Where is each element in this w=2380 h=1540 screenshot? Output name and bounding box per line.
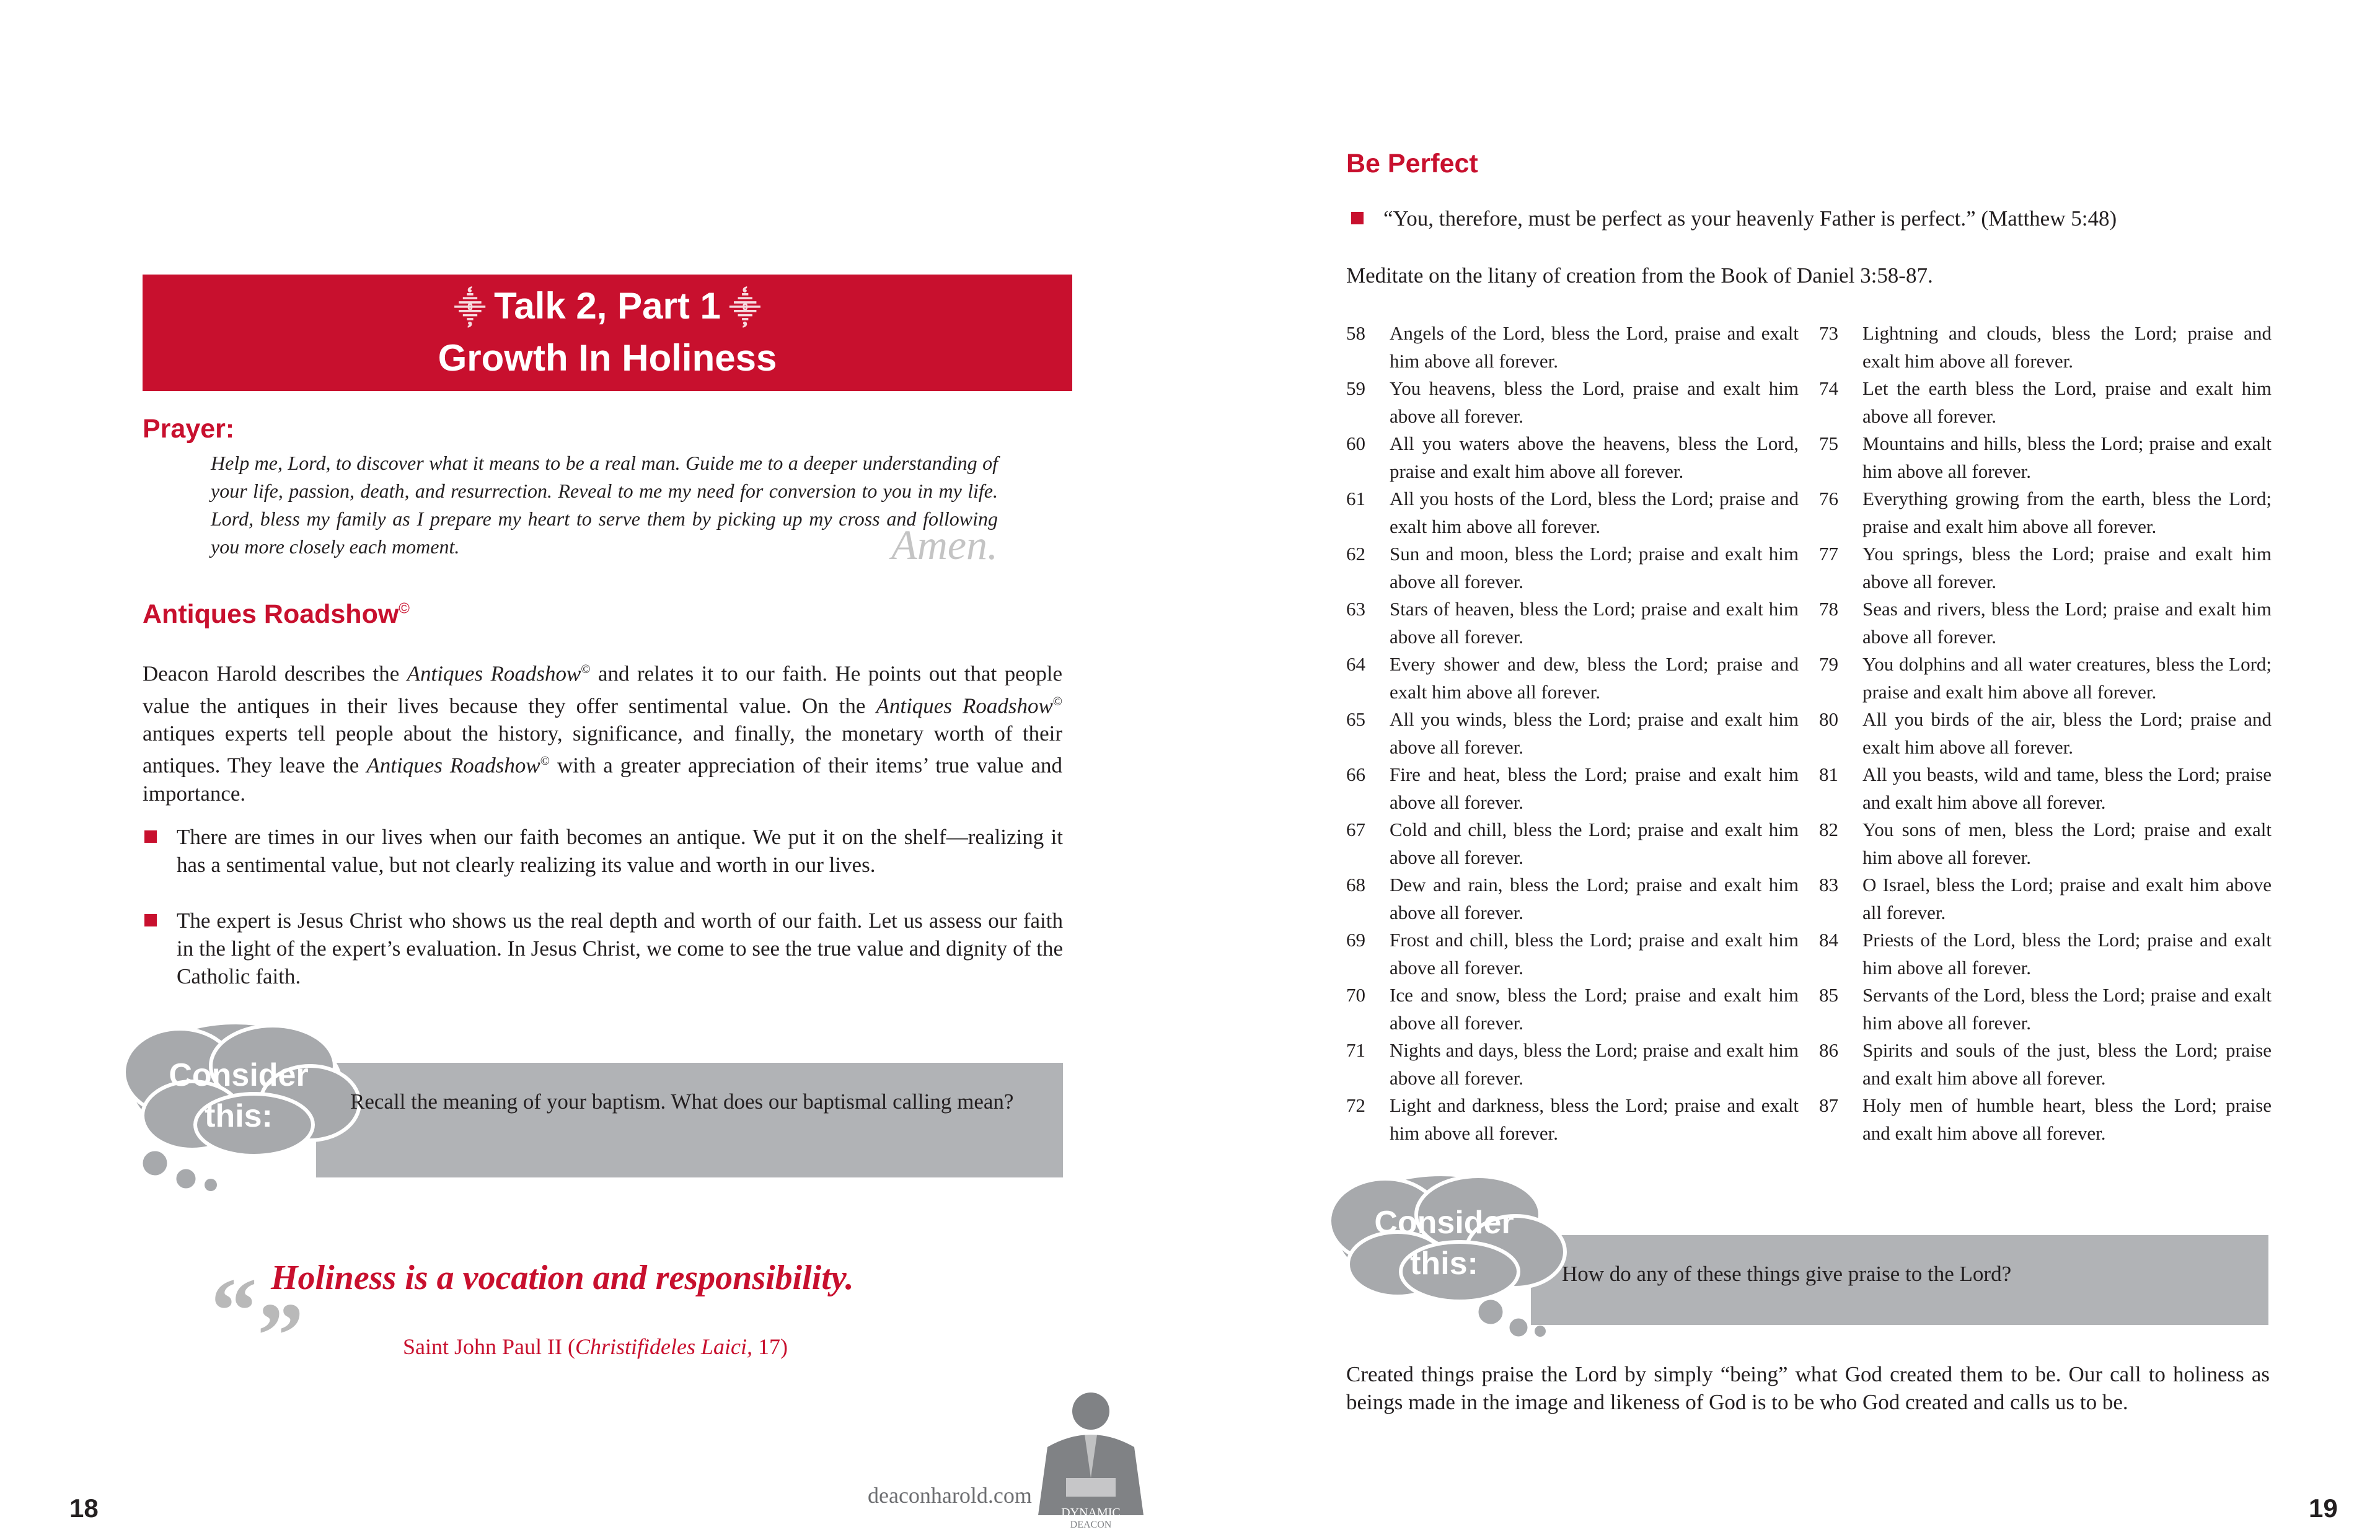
- litany-verse: [1346, 1036, 1799, 1092]
- litany-verse: [1819, 650, 2272, 706]
- verse-text: Stars of heaven, bless the Lord; praise and exalt him above all forever.: [1390, 598, 1799, 648]
- quote-marks-icon: “”: [211, 1259, 304, 1387]
- litany-verse: [1819, 485, 2272, 540]
- verse-number: 64: [1346, 653, 1365, 675]
- litany-verse: [1819, 871, 2272, 926]
- verse-text: Priests of the Lord, bless the Lord; praise and exalt him above all forever.: [1862, 929, 2272, 979]
- verse-text: Angels of the Lord, bless the Lord, praise and exalt him above all forever.: [1390, 322, 1799, 372]
- litany-verse: [1346, 816, 1799, 871]
- verse-text: All you beasts, wild and tame, bless the Lord; praise and exalt him above all forever.: [1862, 763, 2272, 813]
- verse-text: Frost and chill, bless the Lord; praise and exalt him above all forever.: [1390, 929, 1799, 979]
- verse-text: You heavens, bless the Lord, praise and exalt him above all forever.: [1390, 377, 1799, 427]
- verse-number: 63: [1346, 598, 1365, 620]
- verse-number: 61: [1346, 488, 1365, 509]
- litany-verse: [1346, 374, 1799, 430]
- litany-verse: [1346, 1091, 1799, 1147]
- quote-attribution: Saint John Paul II (Christifideles Laici, 17): [403, 1334, 788, 1359]
- red-square-bullet-icon: [144, 830, 157, 843]
- verse-number: 69: [1346, 929, 1365, 951]
- verse-text: You dolphins and all water creatures, bless the Lord; praise and exalt him above all forever.: [1862, 653, 2272, 703]
- verse-number: 86: [1819, 1039, 1838, 1061]
- verse-number: 60: [1346, 433, 1365, 454]
- verse-number: 67: [1346, 819, 1365, 840]
- verse-text: Servants of the Lord, bless the Lord; praise and exalt him above all forever.: [1862, 984, 2272, 1034]
- verse-text: Let the earth bless the Lord, praise and exalt him above all forever.: [1862, 377, 2272, 427]
- litany-verse: [1819, 540, 2272, 596]
- verse-number: 75: [1819, 433, 1838, 454]
- verse-text: Every shower and dew, bless the Lord; praise and exalt him above all forever.: [1390, 653, 1799, 703]
- verse-number: 80: [1819, 708, 1838, 730]
- litany-verse: [1346, 319, 1799, 375]
- title-line-1: [143, 283, 1072, 332]
- litany-verse: [1346, 926, 1799, 982]
- litany-verse: [1819, 595, 2272, 651]
- verse-text: Cold and chill, bless the Lord; praise and exalt him above all forever.: [1390, 819, 1799, 868]
- verse-text: O Israel, bless the Lord; praise and exalt him above all forever.: [1862, 874, 2272, 923]
- page-number-right: 19: [2309, 1494, 2338, 1523]
- talk-title: Talk 2, Part 1: [494, 285, 721, 327]
- red-square-bullet-icon: [144, 914, 157, 926]
- verse-number: 59: [1346, 377, 1365, 399]
- bullet-item: The expert is Jesus Christ who shows us the real depth and worth of our faith. Let us assess our faith in the light of the expert’s evaluation. In Jesus Christ, we come to see the true value and dignity of the Catholic faith.: [144, 907, 1063, 990]
- verse-number: 62: [1346, 543, 1365, 565]
- verse-number: 73: [1819, 322, 1838, 344]
- verse-text: Spirits and souls of the just, bless the Lord; praise and exalt him above all forever.: [1862, 1039, 2272, 1089]
- verse-number: 84: [1819, 929, 1838, 951]
- verse-number: 65: [1346, 708, 1365, 730]
- litany-verse: [1819, 374, 2272, 430]
- verse-text: Ice and snow, bless the Lord; praise and exalt him above all forever.: [1390, 984, 1799, 1034]
- litany-verse: [1819, 705, 2272, 761]
- consider-text: Recall the meaning of your baptism. What does our baptismal calling mean?: [350, 1089, 1014, 1114]
- verse-number: 58: [1346, 322, 1365, 344]
- title-banner: [143, 275, 1072, 391]
- litany-verse: [1346, 485, 1799, 540]
- svg-text:DEACON: DEACON: [1070, 1520, 1112, 1530]
- verse-text: Dew and rain, bless the Lord; praise and exalt him above all forever.: [1390, 874, 1799, 923]
- litany-verse: [1346, 760, 1799, 816]
- verse-text: Everything growing from the earth, bless the Lord; praise and exalt him above all forever.: [1862, 488, 2272, 537]
- verse-text: Sun and moon, bless the Lord; praise and exalt him above all forever.: [1390, 543, 1799, 592]
- section-heading: [143, 599, 410, 630]
- verse-number: 81: [1819, 763, 1838, 785]
- litany-verse: [1819, 760, 2272, 816]
- verse-number: 71: [1346, 1039, 1365, 1061]
- litany-verse: [1819, 816, 2272, 871]
- verse-text: Nights and days, bless the Lord; praise and exalt him above all forever.: [1390, 1039, 1799, 1089]
- closing-paragraph: Created things praise the Lord by simply “being” what God created them to be. Our call to holiness as beings made in the image and likeness of God is to be who God created and calls us to be.: [1346, 1362, 2270, 1414]
- litany-verse: [1346, 871, 1799, 926]
- title-line-2: Growth In Holiness: [438, 337, 777, 379]
- verse-text: Holy men of humble heart, bless the Lord; praise and exalt him above all forever.: [1862, 1094, 2272, 1144]
- verse-text: Light and darkness, bless the Lord; praise and exalt him above all forever.: [1390, 1094, 1799, 1144]
- flourish-right-icon: ⸎: [729, 291, 760, 326]
- litany-verse: [1346, 429, 1799, 485]
- litany-verse: [1819, 981, 2272, 1037]
- verse-text: Seas and rivers, bless the Lord; praise and exalt him above all forever.: [1862, 598, 2272, 648]
- verse-text: You sons of men, bless the Lord; praise and exalt him above all forever.: [1862, 819, 2272, 868]
- litany-verse: [1346, 981, 1799, 1037]
- verse-text: Lightning and clouds, bless the Lord; praise and exalt him above all forever.: [1862, 322, 2272, 372]
- red-square-bullet-icon: [1351, 212, 1364, 224]
- verse-number: 77: [1819, 543, 1838, 565]
- dynamic-deacon-logo: [1029, 1385, 1153, 1531]
- litany-verse: [1819, 1091, 2272, 1147]
- verse-text: All you waters above the heavens, bless the Lord, praise and exalt him above all forever.: [1390, 433, 1799, 482]
- pull-quote: Holiness is a vocation and responsibility.: [271, 1259, 854, 1297]
- verse-number: 72: [1346, 1094, 1365, 1116]
- verse-number: 66: [1346, 763, 1365, 785]
- section-paragraph: Deacon Harold describes the Antiques Roadshow© and relates it to our faith. He points out that people value the antiques in their lives because they offer sentimental value. On the Antiques Roadshow© antiques experts tell people about the history, significance, and finally, the monetary worth of their antiques. They leave the Antiques Roadshow© with a greater appreciation of their items’ true value and importance.: [143, 661, 1062, 806]
- litany-verse: [1346, 705, 1799, 761]
- verse-text: All you birds of the air, bless the Lord; praise and exalt him above all forever.: [1862, 708, 2272, 758]
- verse-number: 74: [1819, 377, 1838, 399]
- be-perfect-heading: Be Perfect: [1346, 149, 1478, 178]
- page-number-left: 18: [69, 1494, 99, 1523]
- litany-verse: [1346, 595, 1799, 651]
- litany-verse: [1819, 429, 2272, 485]
- bullet-item: There are times in our lives when our faith becomes an antique. We put it on the shelf—realizing it has a sentimental value, but not clearly realizing its value and worth in our lives.: [144, 823, 1063, 879]
- consider-text: How do any of these things give praise to the Lord?: [1562, 1262, 2012, 1286]
- verse-number: 82: [1819, 819, 1838, 840]
- verse-number: 85: [1819, 984, 1838, 1006]
- amen-text: Amen.: [891, 521, 998, 568]
- verse-number: 87: [1819, 1094, 1838, 1116]
- website-link[interactable]: deaconharold.com: [868, 1483, 1032, 1508]
- litany-intro: Meditate on the litany of creation from the Book of Daniel 3:58-87.: [1346, 263, 1933, 288]
- verse-text: Fire and heat, bless the Lord; praise and exalt him above all forever.: [1390, 763, 1799, 813]
- litany-verse: [1346, 540, 1799, 596]
- litany-verse: [1819, 926, 2272, 982]
- verse-number: 76: [1819, 488, 1838, 509]
- litany-verse: [1819, 319, 2272, 375]
- verse-number: 70: [1346, 984, 1365, 1006]
- flourish-left-icon: ⸎: [454, 291, 486, 326]
- verse-number: 79: [1819, 653, 1838, 675]
- verse-number: 68: [1346, 874, 1365, 895]
- consider-label: Consider this:: [169, 1057, 309, 1134]
- verse-text: All you winds, bless the Lord; praise and exalt him above all forever.: [1390, 708, 1799, 758]
- copyright-mark: ©: [399, 600, 410, 617]
- section-heading-text: Antiques Roadshow: [143, 599, 399, 629]
- consider-box: [316, 1063, 1063, 1177]
- litany-verse: [1346, 650, 1799, 706]
- svg-text:DYNAMIC: DYNAMIC: [1061, 1506, 1121, 1520]
- prayer-heading: Prayer:: [143, 414, 235, 444]
- bullet-item: “You, therefore, must be perfect as your heavenly Father is perfect.” (Matthew 5:48): [1351, 205, 2293, 232]
- prayer-text: Help me, Lord, to discover what it means to be a real man. Guide me to a deeper understanding of your life, passion, death, and resurrection. Reveal to me my need for conversion to you in my life. Lord, bless my family as I prepare my heart to serve them by picking up my cross and following you more closely each moment.: [211, 452, 998, 558]
- verse-number: 78: [1819, 598, 1838, 620]
- verse-text: All you hosts of the Lord, bless the Lord; praise and exalt him above all forever.: [1390, 488, 1799, 537]
- verse-number: 83: [1819, 874, 1838, 895]
- verse-text: Mountains and hills, bless the Lord; praise and exalt him above all forever.: [1862, 433, 2272, 482]
- consider-label: Consider this:: [1374, 1205, 1514, 1282]
- verse-text: You springs, bless the Lord; praise and exalt him above all forever.: [1862, 543, 2272, 592]
- litany-verse: [1819, 1036, 2272, 1092]
